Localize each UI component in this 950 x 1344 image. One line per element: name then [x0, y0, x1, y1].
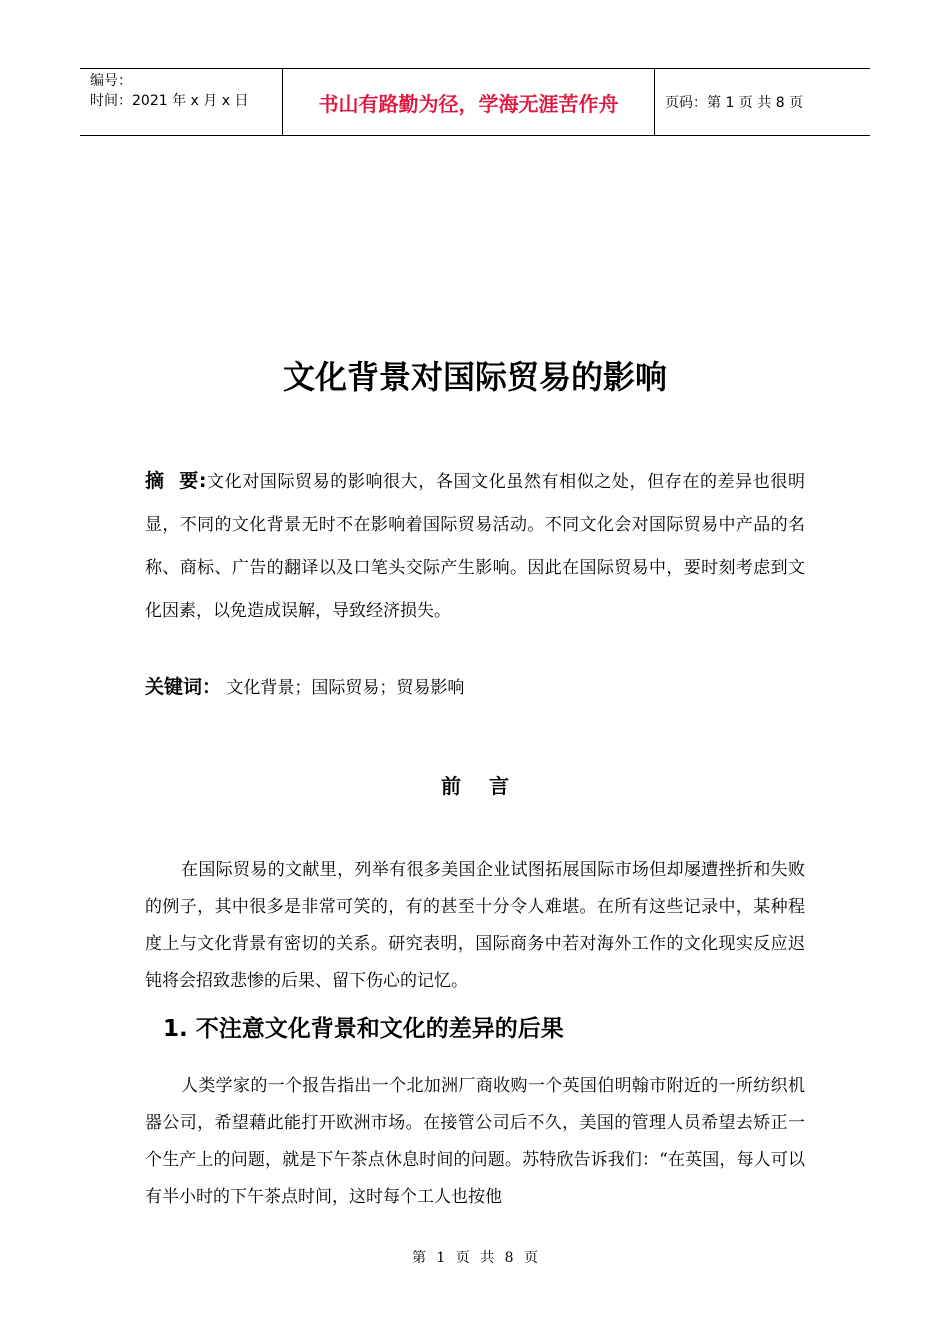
- header-meta: [80, 69, 282, 135]
- number-label: 编号：: [90, 73, 132, 89]
- time-label: 时间：2021 年 x 月 x 日: [90, 93, 249, 109]
- abstract-label: [145, 470, 206, 492]
- abstract-label-b: 要:: [178, 470, 207, 492]
- keywords-label: 关键词：: [145, 676, 222, 698]
- preface-heading: 前言: [441, 774, 537, 798]
- header-motto: 书山有路勤为径，学海无涯苦作舟: [282, 69, 655, 135]
- section1-paragraph: 人类学家的一个报告指出一个北加洲厂商收购一个英国伯明翰市附近的一所纺织机器公司，希望藉此能打开欧洲市场。在接管公司后不久，美国的管理人员希望去矫正一个生产上的问题，就是下午茶点休息时间的问题。苏特欣告诉我们：“在英国，每人可以有半小时的下午茶点时间，这时每个工人也按他: [145, 1076, 805, 1207]
- section1-heading: 1. 不注意文化背景和文化的差异的后果: [163, 1016, 564, 1042]
- document-header: [80, 68, 870, 136]
- keywords-text: 文化背景；国际贸易；贸易影响: [226, 678, 465, 698]
- preface-paragraph: 在国际贸易的文献里，列举有很多美国企业试图拓展国际市场但却屡遭挫折和失败的例子，其中很多是非常可笑的，有的甚至十分令人难堪。在所有这些记录中，某种程度上与文化背景有密切的关系。研究表明，国际商务中若对海外工作的文化现实反应迟钝将会招致悲惨的后果、留下伤心的记忆。: [145, 860, 805, 991]
- abstract-text: 文化对国际贸易的影响很大，各国文化虽然有相似之处，但存在的差异也很明显，不同的文化背景无时不在影响着国际贸易活动。不同文化会对国际贸易中产品的名称、商标、广告的翻译以及口笔头交际产生影响。因此在国际贸易中，要时刻考虑到文化因素，以免造成误解，导致经济损失。: [145, 472, 805, 621]
- abstract-label-a: 摘: [145, 470, 165, 492]
- page-footer: 第 1 页 共 8 页: [411, 1250, 539, 1266]
- document-title: 文化背景对国际贸易的影响: [282, 358, 667, 396]
- abstract: [145, 460, 805, 633]
- header-page-code: 页码：第 1 页 共 8 页: [665, 95, 804, 111]
- keywords: [145, 672, 464, 699]
